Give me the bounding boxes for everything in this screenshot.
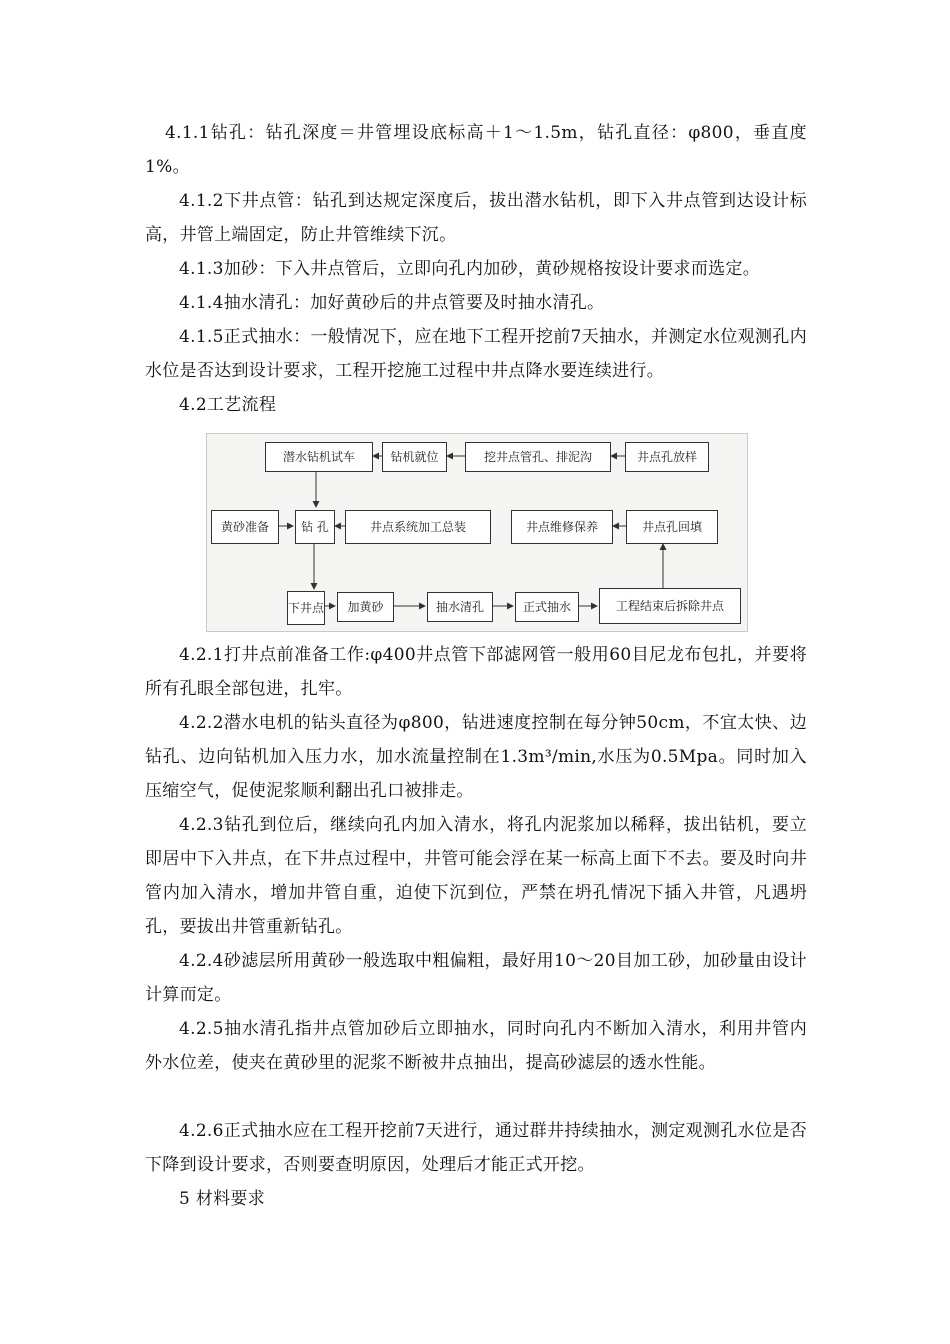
section-heading-5: 5 材料要求 bbox=[179, 1189, 266, 1209]
flow-box-add-sand: 加黄砂 bbox=[337, 592, 394, 622]
flow-box-drilling: 钻 孔 bbox=[295, 510, 335, 544]
para-4-1-3: 4.1.3加砂：下入井点管后，立即向孔内加砂，黄砂规格按设计要求而选定。 bbox=[179, 259, 761, 279]
flow-box-dig-trench: 挖井点管孔、排泥沟 bbox=[465, 442, 611, 472]
flow-box-system-assembly: 井点系统加工总装 bbox=[345, 510, 491, 544]
flow-box-lower-well-point: 下井点 bbox=[287, 591, 325, 625]
process-flowchart bbox=[206, 433, 748, 632]
flow-box-well-point-layout: 井点孔放样 bbox=[625, 442, 709, 472]
flow-box-rig-in-place: 钻机就位 bbox=[382, 442, 447, 472]
flow-box-rig-test-run: 潜水钻机试车 bbox=[265, 442, 373, 472]
flow-box-dismantle: 工程结束后拆除井点 bbox=[599, 588, 741, 624]
para-4-1-2: 4.1.2下井点管：钻孔到达规定深度后，拔出潜水钻机，即下入井点管到达设计标高，井管上端固定，防止井管维续下沉。 bbox=[145, 191, 807, 245]
flow-box-pump-clean: 抽水清孔 bbox=[427, 592, 493, 622]
para-4-2-2: 4.2.2潜水电机的钻头直径为φ800，钻进速度控制在每分钟50cm，不宜太快、边钻孔、边向钻机加入压力水，加水流量控制在1.3m³/min,水压为0.5Mpa。同时加入压缩空气，促使泥浆顺利翻出孔口被排走。 bbox=[145, 713, 807, 801]
para-4-2-3: 4.2.3钻孔到位后，继续向孔内加入清水，将孔内泥浆加以稀释，拔出钻机，要立即居中下入井点，在下井点过程中，井管可能会浮在某一标高上面下不去。要及时向井管内加入清水，增加井管自重，迫使下沉到位，严禁在坍孔情况下插入井管，凡遇坍孔，要拔出井管重新钻孔。 bbox=[145, 815, 807, 937]
para-4-2-5: 4.2.5抽水清孔指井点管加砂后立即抽水，同时向孔内不断加入清水，利用井管内外水位差，使夹在黄砂里的泥浆不断被井点抽出，提高砂滤层的透水性能。 bbox=[145, 1019, 807, 1073]
para-4-1-4: 4.1.4抽水清孔：加好黄砂后的井点管要及时抽水清孔。 bbox=[179, 293, 605, 313]
flow-box-sand-prep: 黄砂准备 bbox=[211, 510, 279, 544]
section-heading-4-2: 4.2工艺流程 bbox=[179, 395, 277, 415]
flow-box-maintenance: 井点维修保养 bbox=[511, 510, 613, 544]
para-4-2-1: 4.2.1打井点前准备工作:φ400井点管下部滤网管一般用60目尼龙布包扎，并要将所有孔眼全部包进，扎牢。 bbox=[145, 645, 807, 699]
para-4-2-4: 4.2.4砂滤层所用黄砂一般选取中粗偏粗，最好用10～20目加工砂，加砂量由设计计算而定。 bbox=[145, 951, 807, 1005]
flow-box-backfill: 井点孔回填 bbox=[626, 510, 718, 544]
flow-box-formal-pumping: 正式抽水 bbox=[515, 592, 579, 622]
para-4-1-5: 4.1.5正式抽水：一般情况下，应在地下工程开挖前7天抽水，并测定水位观测孔内水位是否达到设计要求，工程开挖施工过程中井点降水要连续进行。 bbox=[145, 327, 807, 381]
para-4-2-6: 4.2.6正式抽水应在工程开挖前7天进行，通过群井持续抽水，测定观测孔水位是否下降到设计要求，否则要查明原因，处理后才能正式开挖。 bbox=[145, 1121, 807, 1175]
para-4-1-1: 4.1.1钻孔：钻孔深度＝井管埋设底标高＋1～1.5m，钻孔直径：φ800，垂直度1%。 bbox=[145, 123, 807, 177]
